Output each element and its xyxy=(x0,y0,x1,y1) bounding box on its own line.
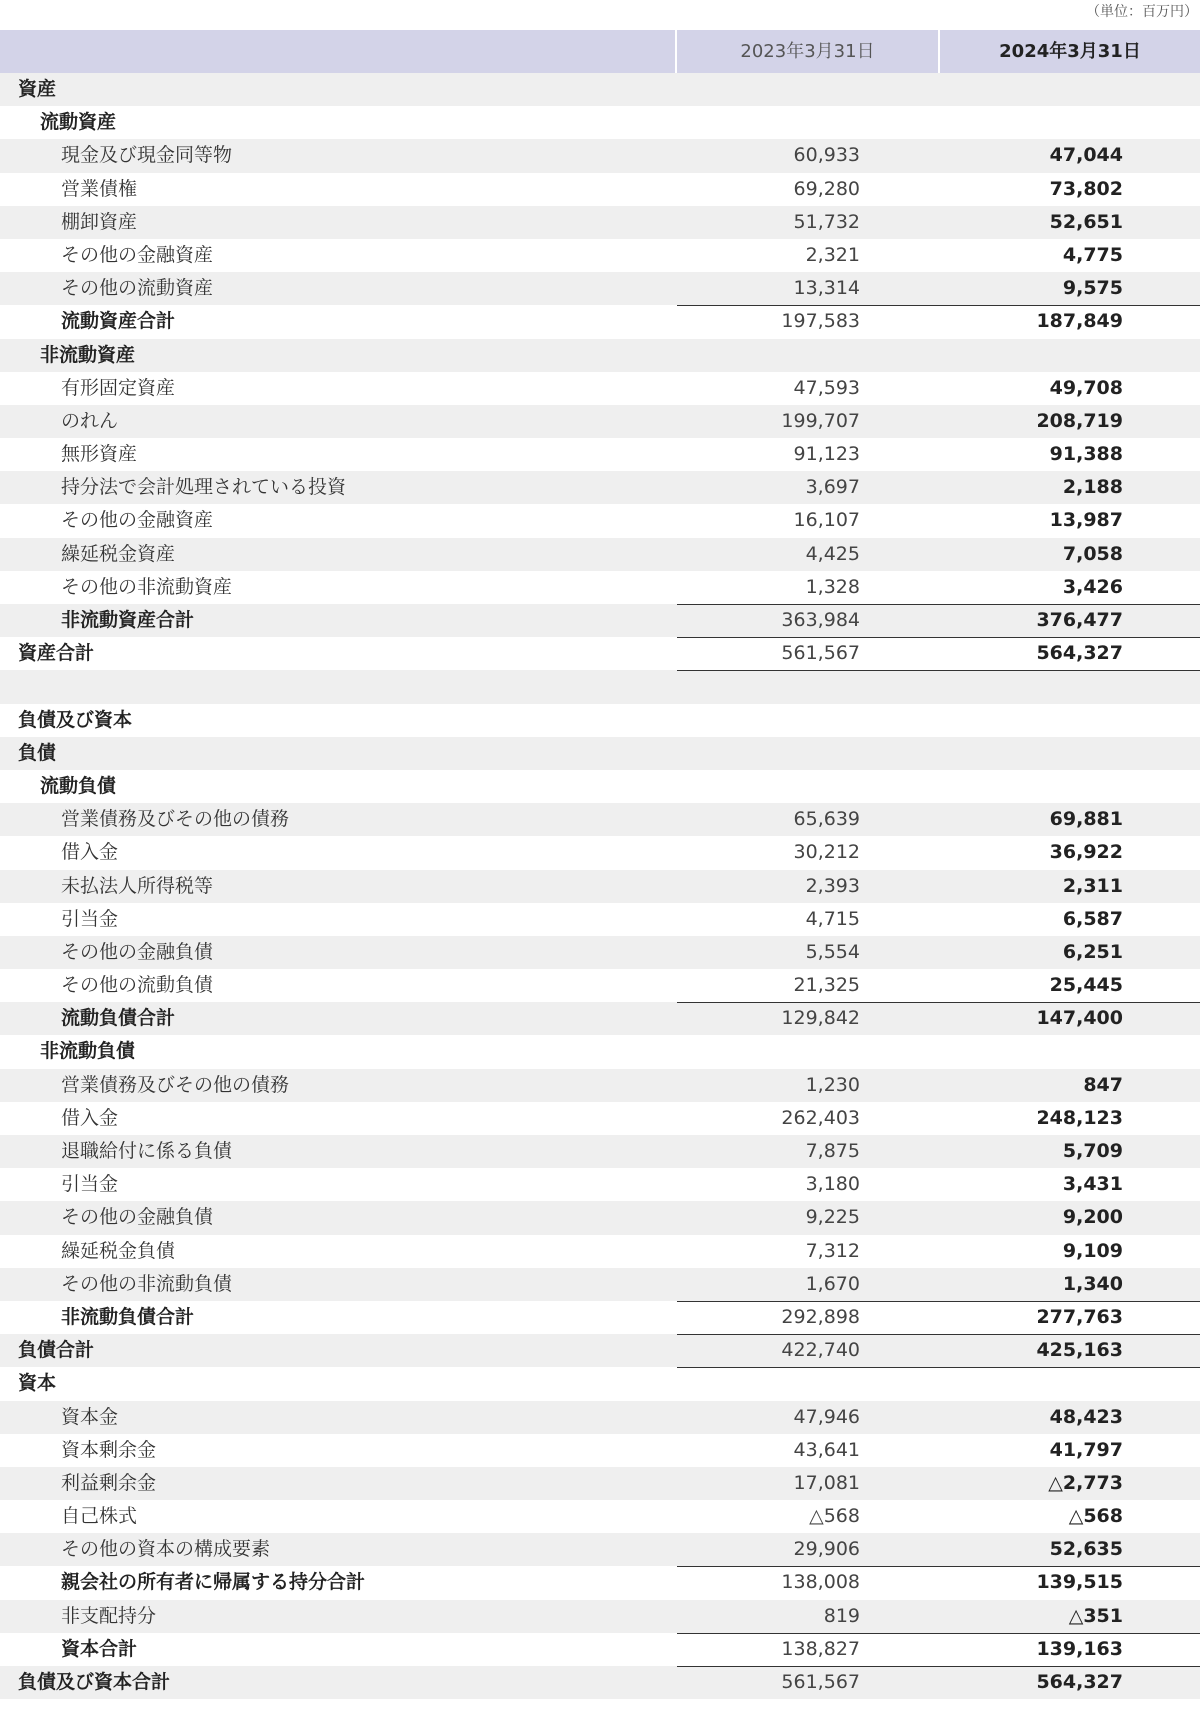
value-2023: 7,312 xyxy=(805,1239,860,1262)
row-label: 退職給付に係る負債 xyxy=(61,1140,233,1162)
table-row xyxy=(0,604,1200,637)
value-2024: 3,431 xyxy=(1062,1173,1123,1196)
value-2023 xyxy=(677,73,860,106)
row-label: その他の資本の構成要素 xyxy=(61,1538,271,1561)
value-2023: 43,641 xyxy=(793,1438,860,1461)
table-row xyxy=(0,1666,1200,1699)
value-2024: 9,575 xyxy=(1062,277,1123,300)
table-row xyxy=(0,1235,1200,1268)
table-row xyxy=(0,803,1200,836)
value-2023: 129,842 xyxy=(781,1007,860,1030)
row-label: 非流動負債合計 xyxy=(61,1305,195,1328)
value-2024: 147,400 xyxy=(1036,1007,1123,1030)
value-2023 xyxy=(677,670,860,703)
value-2024: 564,327 xyxy=(1036,1671,1123,1693)
table-row xyxy=(0,1069,1200,1102)
table-row xyxy=(0,139,1200,172)
value-2023: 363,984 xyxy=(781,609,860,631)
value-2024: 41,797 xyxy=(1049,1438,1123,1461)
row-label: 資産合計 xyxy=(18,642,95,665)
value-2023: 292,898 xyxy=(781,1305,860,1328)
value-2023: 1,670 xyxy=(805,1272,860,1295)
table-row xyxy=(0,438,1200,471)
value-2023: 422,740 xyxy=(781,1339,860,1362)
value-2024: △568 xyxy=(1068,1505,1123,1528)
table-row xyxy=(0,1467,1200,1500)
value-2024: 564,327 xyxy=(1036,642,1123,665)
value-2024: 73,802 xyxy=(1049,177,1123,200)
value-2024 xyxy=(940,704,1123,737)
row-label: 繰延税金資産 xyxy=(61,542,176,565)
value-2024: 425,163 xyxy=(1036,1339,1123,1362)
value-2023: 30,212 xyxy=(793,841,860,864)
table-row xyxy=(0,1367,1200,1400)
value-2023 xyxy=(677,1035,860,1068)
table-row xyxy=(0,1268,1200,1301)
table-row xyxy=(0,1434,1200,1467)
row-label: 資本合計 xyxy=(61,1637,138,1660)
row-label: のれん xyxy=(61,409,119,432)
value-2023: 47,946 xyxy=(793,1405,860,1428)
value-2024 xyxy=(940,670,1123,703)
header-divider xyxy=(675,30,677,73)
value-2023: 60,933 xyxy=(793,144,860,167)
table-row xyxy=(0,969,1200,1002)
table-row xyxy=(0,239,1200,272)
value-2023: 262,403 xyxy=(781,1106,860,1129)
value-2023: 21,325 xyxy=(793,974,860,997)
value-2024 xyxy=(940,106,1123,139)
table-row xyxy=(0,173,1200,206)
value-2023: 13,314 xyxy=(793,277,860,300)
value-2023: 4,715 xyxy=(805,907,860,930)
value-2023: 69,280 xyxy=(793,177,860,200)
row-label: 非流動資産合計 xyxy=(61,609,195,631)
value-2024: 376,477 xyxy=(1036,609,1123,631)
value-2024: 3,426 xyxy=(1062,575,1123,598)
table-row xyxy=(0,73,1200,106)
row-label: 資本金 xyxy=(61,1405,119,1428)
value-2024: 6,251 xyxy=(1062,940,1123,963)
row-label: その他の非流動負債 xyxy=(61,1272,233,1295)
row-label: 自己株式 xyxy=(61,1505,138,1528)
value-2024: 2,311 xyxy=(1062,874,1123,897)
row-label: 営業債務及びその他の債務 xyxy=(61,1073,290,1096)
value-2023: 17,081 xyxy=(793,1471,860,1494)
table-row xyxy=(0,770,1200,803)
row-label: 未払法人所得税等 xyxy=(61,874,214,897)
value-2024: 13,987 xyxy=(1049,509,1123,532)
value-2024: 91,388 xyxy=(1049,443,1123,466)
table-row xyxy=(0,1633,1200,1666)
value-2024: 9,109 xyxy=(1062,1239,1123,1262)
table-row xyxy=(0,504,1200,537)
row-label: 営業債権 xyxy=(61,177,138,200)
value-2024: 187,849 xyxy=(1036,310,1123,333)
table-row xyxy=(0,1035,1200,1068)
value-2023: 29,906 xyxy=(793,1538,860,1561)
table-row xyxy=(0,1500,1200,1533)
table-row xyxy=(0,538,1200,571)
value-2024 xyxy=(940,737,1123,770)
value-2024: △351 xyxy=(1068,1604,1123,1627)
row-label: 非流動負債 xyxy=(40,1040,136,1063)
value-2024: 248,123 xyxy=(1036,1106,1123,1129)
row-label: 利益剰余金 xyxy=(61,1471,157,1494)
value-2023 xyxy=(677,737,860,770)
value-2024 xyxy=(940,1035,1123,1068)
table-row xyxy=(0,305,1200,338)
value-2023 xyxy=(677,1367,860,1400)
value-2023: 2,393 xyxy=(805,874,860,897)
value-2023: 1,328 xyxy=(805,575,860,598)
row-label: その他の流動資産 xyxy=(61,277,214,300)
row-label: 負債合計 xyxy=(18,1339,95,1362)
value-2023: 5,554 xyxy=(805,940,860,963)
table-row xyxy=(0,1168,1200,1201)
row-label: 借入金 xyxy=(61,1106,119,1129)
value-2023: △568 xyxy=(809,1505,860,1528)
value-2024: 847 xyxy=(1083,1073,1123,1096)
table-row xyxy=(0,372,1200,405)
value-2024: 48,423 xyxy=(1049,1405,1123,1428)
row-label: 有形固定資産 xyxy=(61,376,176,399)
value-2023 xyxy=(677,106,860,139)
value-2024: 139,515 xyxy=(1036,1571,1123,1594)
value-2024: 47,044 xyxy=(1049,144,1123,167)
table-row xyxy=(0,1334,1200,1367)
row-label: 負債及び資本 xyxy=(18,708,133,731)
row-label: 負債及び資本合計 xyxy=(18,1671,171,1693)
value-2023: 7,875 xyxy=(805,1140,860,1162)
value-2023: 819 xyxy=(823,1604,860,1627)
table-row xyxy=(0,836,1200,869)
value-2024 xyxy=(940,1367,1123,1400)
value-2024: 5,709 xyxy=(1062,1140,1123,1162)
table-row xyxy=(0,1600,1200,1633)
value-2023: 51,732 xyxy=(793,210,860,233)
value-2023: 561,567 xyxy=(781,642,860,665)
row-label: 流動資産合計 xyxy=(61,310,176,333)
table-row xyxy=(0,471,1200,504)
row-label: 流動負債 xyxy=(40,774,117,797)
row-label: 資本剰余金 xyxy=(61,1438,157,1461)
value-2023: 199,707 xyxy=(781,409,860,432)
value-2023: 91,123 xyxy=(793,443,860,466)
value-2024: 277,763 xyxy=(1036,1305,1123,1328)
row-label: 資本 xyxy=(18,1372,57,1395)
table-row xyxy=(0,637,1200,670)
table-row xyxy=(0,1533,1200,1566)
value-2023: 16,107 xyxy=(793,509,860,532)
value-2023: 1,230 xyxy=(805,1073,860,1096)
value-2024: 9,200 xyxy=(1062,1206,1123,1229)
table-row xyxy=(0,1301,1200,1334)
value-2023: 138,008 xyxy=(781,1571,860,1594)
unit-label: （単位：百万円） xyxy=(1086,4,1198,20)
value-2024 xyxy=(940,339,1123,372)
value-2024 xyxy=(940,73,1123,106)
table-body xyxy=(0,73,1200,1699)
table-row xyxy=(0,936,1200,969)
value-2023: 3,697 xyxy=(805,476,860,499)
row-label: 流動負債合計 xyxy=(61,1007,176,1030)
row-label: その他の非流動資産 xyxy=(61,575,233,598)
row-label: 流動資産 xyxy=(40,111,117,134)
row-label: 負債 xyxy=(18,741,57,764)
value-2024: 139,163 xyxy=(1036,1637,1123,1660)
row-label: 引当金 xyxy=(61,907,119,930)
table-row xyxy=(0,1566,1200,1599)
row-label: 繰延税金負債 xyxy=(61,1239,176,1262)
table-row xyxy=(0,206,1200,239)
value-2023: 2,321 xyxy=(805,243,860,266)
table-row xyxy=(0,106,1200,139)
table-row xyxy=(0,1201,1200,1234)
row-label: 非支配持分 xyxy=(61,1604,157,1627)
value-2024 xyxy=(940,770,1123,803)
header-divider xyxy=(938,30,940,73)
table-row xyxy=(0,1401,1200,1434)
row-label: 引当金 xyxy=(61,1173,119,1196)
table-row xyxy=(0,1135,1200,1168)
row-label: その他の流動負債 xyxy=(61,974,214,997)
table-row xyxy=(0,1002,1200,1035)
table-row xyxy=(0,405,1200,438)
value-2024: 2,188 xyxy=(1062,476,1123,499)
table-row xyxy=(0,670,1200,703)
table-row xyxy=(0,870,1200,903)
balance-sheet-table xyxy=(0,30,1200,1699)
value-2024: 208,719 xyxy=(1036,409,1123,432)
row-label: 棚卸資産 xyxy=(61,210,138,233)
value-2023: 138,827 xyxy=(781,1637,860,1660)
value-2024: 69,881 xyxy=(1049,808,1123,831)
row-label: 営業債務及びその他の債務 xyxy=(61,808,290,831)
row-label: 親会社の所有者に帰属する持分合計 xyxy=(61,1571,366,1594)
row-label: 資産 xyxy=(18,78,57,100)
value-2024: 49,708 xyxy=(1049,376,1123,399)
value-2023: 561,567 xyxy=(781,1671,860,1693)
table-row xyxy=(0,704,1200,737)
value-2023: 47,593 xyxy=(793,376,860,399)
column-header-2024: 2024年3月31日 xyxy=(999,41,1141,62)
table-row xyxy=(0,272,1200,305)
value-2024: 36,922 xyxy=(1049,841,1123,864)
value-2024: 7,058 xyxy=(1062,542,1123,565)
table-row xyxy=(0,571,1200,604)
value-2024: △2,773 xyxy=(1048,1471,1123,1494)
row-label: 非流動資産 xyxy=(40,343,136,366)
value-2024: 52,635 xyxy=(1049,1538,1123,1561)
row-label: 現金及び現金同等物 xyxy=(61,144,233,167)
table-row xyxy=(0,737,1200,770)
row-label: 借入金 xyxy=(61,841,119,864)
table-header xyxy=(0,30,1200,73)
table-row xyxy=(0,339,1200,372)
value-2023: 3,180 xyxy=(805,1173,860,1196)
row-label: その他の金融資産 xyxy=(61,243,214,266)
table-row xyxy=(0,903,1200,936)
value-2023: 65,639 xyxy=(793,808,860,831)
value-2023 xyxy=(677,339,860,372)
value-2024: 1,340 xyxy=(1062,1272,1123,1295)
row-label: その他の金融負債 xyxy=(61,1206,214,1229)
column-header-2023: 2023年3月31日 xyxy=(740,41,875,62)
table-row xyxy=(0,1102,1200,1135)
row-label: 持分法で会計処理されている投資 xyxy=(61,476,347,499)
value-2024: 4,775 xyxy=(1062,243,1123,266)
value-2023 xyxy=(677,770,860,803)
value-2024: 25,445 xyxy=(1049,974,1123,997)
row-label: その他の金融負債 xyxy=(61,940,214,963)
value-2023: 4,425 xyxy=(805,542,860,565)
row-label: その他の金融資産 xyxy=(61,509,214,532)
value-2023: 197,583 xyxy=(781,310,860,333)
row-label: 無形資産 xyxy=(61,443,138,466)
value-2023: 9,225 xyxy=(805,1206,860,1229)
value-2024: 52,651 xyxy=(1049,210,1123,233)
value-2024: 6,587 xyxy=(1062,907,1123,930)
value-2023 xyxy=(677,704,860,737)
